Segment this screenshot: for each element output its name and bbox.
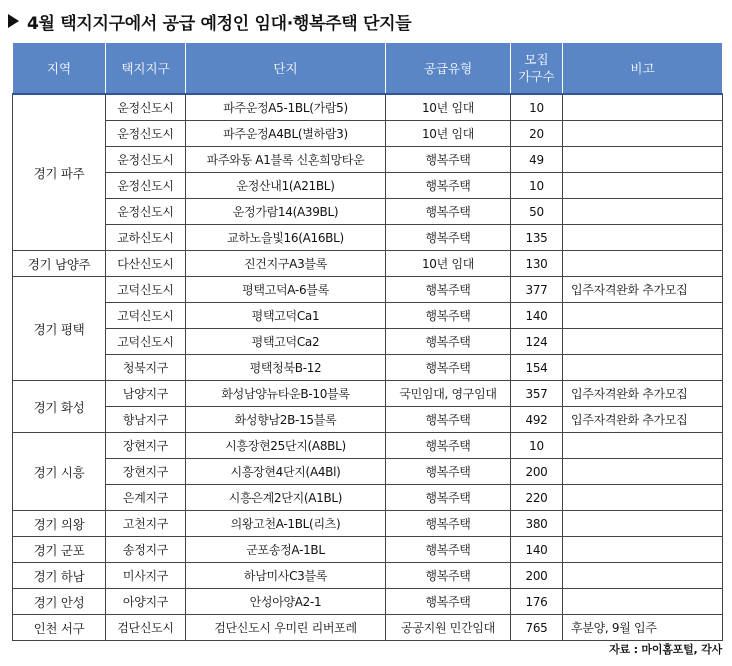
remarks-cell <box>563 355 723 381</box>
households-cell: 135 <box>511 225 563 251</box>
table-row <box>13 251 723 277</box>
district-cell: 아양지구 <box>106 589 186 615</box>
table-row <box>13 511 723 537</box>
remarks-cell <box>563 225 723 251</box>
header-district: 택지지구 <box>106 43 186 95</box>
households-cell: 10 <box>511 173 563 199</box>
district-cell: 고천지구 <box>106 511 186 537</box>
district-cell: 다산신도시 <box>106 251 186 277</box>
supply-type-cell: 10년 임대 <box>386 94 511 121</box>
district-cell: 남양지구 <box>106 381 186 407</box>
complex-cell: 시흥장현25단지(A8BL) <box>186 433 386 459</box>
region-cell: 인천 서구 <box>13 615 106 641</box>
table-row <box>13 94 723 121</box>
households-cell: 377 <box>511 277 563 303</box>
households-cell: 380 <box>511 511 563 537</box>
remarks-cell: 입주자격완화 추가모집 <box>563 407 723 433</box>
district-cell: 운정신도시 <box>106 173 186 199</box>
header-remarks: 비고 <box>563 43 723 95</box>
remarks-cell <box>563 329 723 355</box>
complex-cell: 평택고덕Ca2 <box>186 329 386 355</box>
table-row <box>13 173 723 199</box>
header-supply-type: 공급유형 <box>386 43 511 95</box>
table-row <box>13 563 723 589</box>
supply-type-cell: 10년 임대 <box>386 251 511 277</box>
households-cell: 140 <box>511 537 563 563</box>
table-row <box>13 121 723 147</box>
complex-cell: 파주와동 A1블록 신혼희망타운 <box>186 147 386 173</box>
remarks-cell: 입주자격완화 추가모집 <box>563 277 723 303</box>
remarks-cell <box>563 94 723 121</box>
households-cell: 357 <box>511 381 563 407</box>
supply-type-cell: 행복주택 <box>386 173 511 199</box>
table-row <box>13 355 723 381</box>
region-cell: 경기 화성 <box>13 381 106 433</box>
complex-cell: 시흥은계2단지(A1BL) <box>186 485 386 511</box>
remarks-cell <box>563 589 723 615</box>
supply-type-cell: 행복주택 <box>386 511 511 537</box>
district-cell: 장현지구 <box>106 459 186 485</box>
remarks-cell <box>563 459 723 485</box>
table-row <box>13 381 723 407</box>
table-row <box>13 303 723 329</box>
district-cell: 고덕신도시 <box>106 303 186 329</box>
district-cell: 향남지구 <box>106 407 186 433</box>
header-region: 지역 <box>13 43 106 95</box>
region-cell: 경기 안성 <box>13 589 106 615</box>
complex-cell: 하남미사C3블록 <box>186 563 386 589</box>
households-cell: 50 <box>511 199 563 225</box>
remarks-cell <box>563 173 723 199</box>
supply-type-cell: 행복주택 <box>386 563 511 589</box>
households-cell: 765 <box>511 615 563 641</box>
page-title <box>8 6 411 36</box>
table-row <box>13 433 723 459</box>
households-cell: 49 <box>511 147 563 173</box>
households-cell: 200 <box>511 563 563 589</box>
region-cell: 경기 군포 <box>13 537 106 563</box>
complex-cell: 안성아양A2-1 <box>186 589 386 615</box>
complex-cell: 파주운정A5-1BL(가람5) <box>186 94 386 121</box>
supply-type-cell: 행복주택 <box>386 225 511 251</box>
remarks-cell: 후분양, 9월 입주 <box>563 615 723 641</box>
table-row <box>13 329 723 355</box>
remarks-cell <box>563 251 723 277</box>
households-cell: 20 <box>511 121 563 147</box>
supply-type-cell: 행복주택 <box>386 589 511 615</box>
supply-type-cell: 행복주택 <box>386 355 511 381</box>
district-cell: 미사지구 <box>106 563 186 589</box>
remarks-cell <box>563 485 723 511</box>
complex-cell: 운정가람14(A39BL) <box>186 199 386 225</box>
remarks-cell <box>563 563 723 589</box>
remarks-cell <box>563 199 723 225</box>
remarks-cell: 입주자격완화 추가모집 <box>563 381 723 407</box>
region-cell: 경기 하남 <box>13 563 106 589</box>
complex-cell: 파주운정A4BL(별하람3) <box>186 121 386 147</box>
table-row <box>13 225 723 251</box>
complex-cell: 교하노을빛16(A16BL) <box>186 225 386 251</box>
region-cell: 경기 의왕 <box>13 511 106 537</box>
table-header-row <box>13 43 723 95</box>
supply-type-cell: 행복주택 <box>386 459 511 485</box>
table-row <box>13 199 723 225</box>
complex-cell: 평택고덕Ca1 <box>186 303 386 329</box>
complex-cell: 군포송정A-1BL <box>186 537 386 563</box>
complex-cell: 검단신도시 우미린 리버포레 <box>186 615 386 641</box>
district-cell: 운정신도시 <box>106 147 186 173</box>
district-cell: 송정지구 <box>106 537 186 563</box>
table-row <box>13 277 723 303</box>
district-cell: 검단신도시 <box>106 615 186 641</box>
supply-type-cell: 행복주택 <box>386 537 511 563</box>
remarks-cell <box>563 433 723 459</box>
complex-cell: 의왕고천A-1BL(리츠) <box>186 511 386 537</box>
remarks-cell <box>563 303 723 329</box>
remarks-cell <box>563 511 723 537</box>
households-cell: 140 <box>511 303 563 329</box>
table-row <box>13 485 723 511</box>
district-cell: 고덕신도시 <box>106 277 186 303</box>
households-cell: 10 <box>511 94 563 121</box>
households-cell: 200 <box>511 459 563 485</box>
district-cell: 청북지구 <box>106 355 186 381</box>
remarks-cell <box>563 121 723 147</box>
region-cell: 경기 평택 <box>13 277 106 381</box>
table-row <box>13 147 723 173</box>
table-row <box>13 537 723 563</box>
supply-type-cell: 행복주택 <box>386 199 511 225</box>
housing-table <box>12 42 723 641</box>
triangle-bullet-icon <box>8 14 19 28</box>
households-cell: 176 <box>511 589 563 615</box>
households-cell: 130 <box>511 251 563 277</box>
households-cell: 124 <box>511 329 563 355</box>
table-row <box>13 615 723 641</box>
remarks-cell <box>563 537 723 563</box>
region-cell: 경기 시흥 <box>13 433 106 511</box>
supply-type-cell: 행복주택 <box>386 329 511 355</box>
title-text: 4월 택지지구에서 공급 예정인 임대·행복주택 단지들 <box>27 13 412 34</box>
district-cell: 운정신도시 <box>106 121 186 147</box>
source-note: 자료 : 마이홈포털, 각사 <box>609 643 722 656</box>
complex-cell: 진건지구A3블록 <box>186 251 386 277</box>
complex-cell: 화성남양뉴타운B-10블록 <box>186 381 386 407</box>
complex-cell: 시흥장현4단지(A4Bl) <box>186 459 386 485</box>
table-row <box>13 407 723 433</box>
district-cell: 교하신도시 <box>106 225 186 251</box>
supply-type-cell: 국민임대, 영구임대 <box>386 381 511 407</box>
supply-type-cell: 행복주택 <box>386 485 511 511</box>
supply-type-cell: 행복주택 <box>386 277 511 303</box>
region-cell: 경기 파주 <box>13 94 106 251</box>
table-row <box>13 459 723 485</box>
households-cell: 492 <box>511 407 563 433</box>
households-cell: 154 <box>511 355 563 381</box>
complex-cell: 평택고덕A-6블록 <box>186 277 386 303</box>
table-row <box>13 589 723 615</box>
district-cell: 운정신도시 <box>106 94 186 121</box>
households-cell: 220 <box>511 485 563 511</box>
district-cell: 운정신도시 <box>106 199 186 225</box>
supply-type-cell: 10년 임대 <box>386 121 511 147</box>
households-cell: 10 <box>511 433 563 459</box>
district-cell: 은계지구 <box>106 485 186 511</box>
header-households: 모집 가구수 <box>511 43 563 95</box>
remarks-cell <box>563 147 723 173</box>
header-complex: 단지 <box>186 43 386 95</box>
supply-type-cell: 행복주택 <box>386 407 511 433</box>
supply-type-cell: 공공지원 민간임대 <box>386 615 511 641</box>
district-cell: 장현지구 <box>106 433 186 459</box>
district-cell: 고덕신도시 <box>106 329 186 355</box>
supply-type-cell: 행복주택 <box>386 433 511 459</box>
table-body <box>13 94 723 641</box>
complex-cell: 평택청북B-12 <box>186 355 386 381</box>
supply-type-cell: 행복주택 <box>386 147 511 173</box>
complex-cell: 운정산내1(A21BL) <box>186 173 386 199</box>
region-cell: 경기 남양주 <box>13 251 106 277</box>
supply-type-cell: 행복주택 <box>386 303 511 329</box>
complex-cell: 화성향남2B-15블록 <box>186 407 386 433</box>
